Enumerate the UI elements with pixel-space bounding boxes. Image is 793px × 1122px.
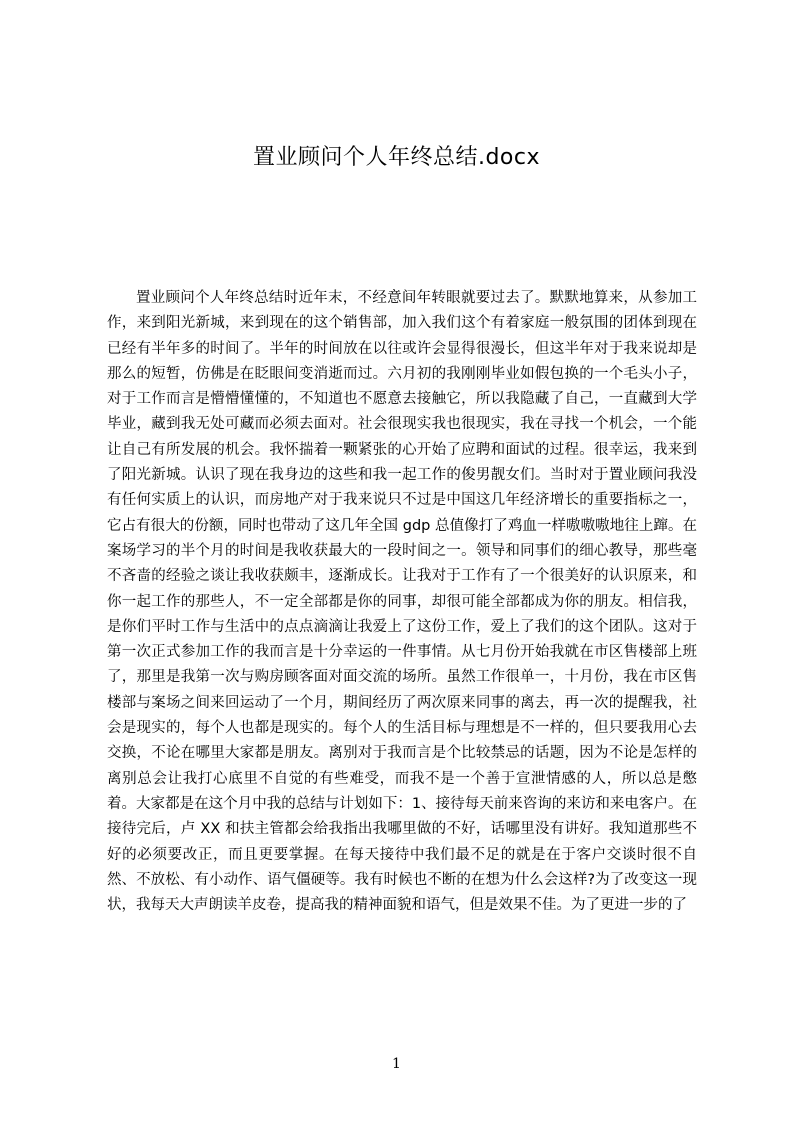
document-body-paragraph: 置业顾问个人年终总结时近年末，不经意间年转眼就要过去了。默默地算来，从参加工作，来到阳光新城，来到现在的这个销售部，加入我们这个有着家庭一般氛围的团体到现在已经有半年多的时间了。半年的时间放在以往或许会显得很漫长，但这半年对于我来说却是那么的短暂，仿佛是在眨眼间变消逝而过。六月初的我刚刚毕业如假包换的一个毛头小子，对于工作而言是懵懵懂懂的，不知道也不愿意去接触它，所以我隐藏了自己，一直藏到大学毕业，藏到我无处可藏而必须去面对。社会很现实我也很现实，我在寻找一个机会，一个能让自己有所发展的机会。我怀揣着一颗紧张的心开始了应聘和面试的过程。很幸运，我来到了阳光新城。认识了现在我身边的这些和我一起工作的俊男靓女们。当时对于置业顾问我没有任何实质上的认识，而房地产对于我来说只不过是中国这几年经济增长的重要指标之一，它占有很大的份额，同时也带动了这几年全国 gdp 总值像打了鸡血一样嗷嗷嗷地往上蹿。在案场学习的半个月的时间是我收获最大的一段时间之一。领导和同事们的细心教导，那些毫不吝啬的经验之谈让我收获颇丰，逐渐成长。让我对于工作有了一个很美好的认识原来，和你一起工作的那些人，不一定全部都是你的同事，却很可能全部都成为你的朋友。相信我，是你们平时工作与生活中的点点滴滴让我爱上了这份工作，爱上了我们的这个团队。这对于第一次正式参加工作的我而言是十分幸运的一件事情。从七月份开始我就在市区售楼部上班了，那里是我第一次与购房顾客面对面交流的场所。虽然工作很单一，十月份，我在市区售楼部与案场之间来回运动了一个月，期间经历了两次原来同事的离去，再一次的提醒我，社会是现实的，每个人也都是现实的。每个人的生活目标与理想是不一样的，但只要我用心去交换，不论在哪里大家都是朋友。离别对于我而言是个比较禁忌的话题，因为不论是怎样的离别总会让我打心底里不自觉的有些难受，而我不是一个善于宣泄情感的人，所以总是憋着。大家都是在这个月中我的总结与计划如下：1、接待每天前来咨询的来访和来电客户。在接待完后，卢 XX 和扶主管都会给我指出我哪里做的不好，话哪里没有讲好。我知道那些不好的必须要改正，而且更要掌握。在每天接待中我们最不足的就是在于客户交谈时很不自然、不放松、有小动作、语气僵硬等。我有时候也不断的在想为什么会这样?为了改变这一现状，我每天大声朗读羊皮卷，提高我的精神面貌和语气，但是效果不佳。为了更进一步的了 (107, 290, 697, 914)
document-title: 置业顾问个人年终总结.docx (252, 145, 541, 170)
page-number: 1 (392, 1056, 401, 1072)
